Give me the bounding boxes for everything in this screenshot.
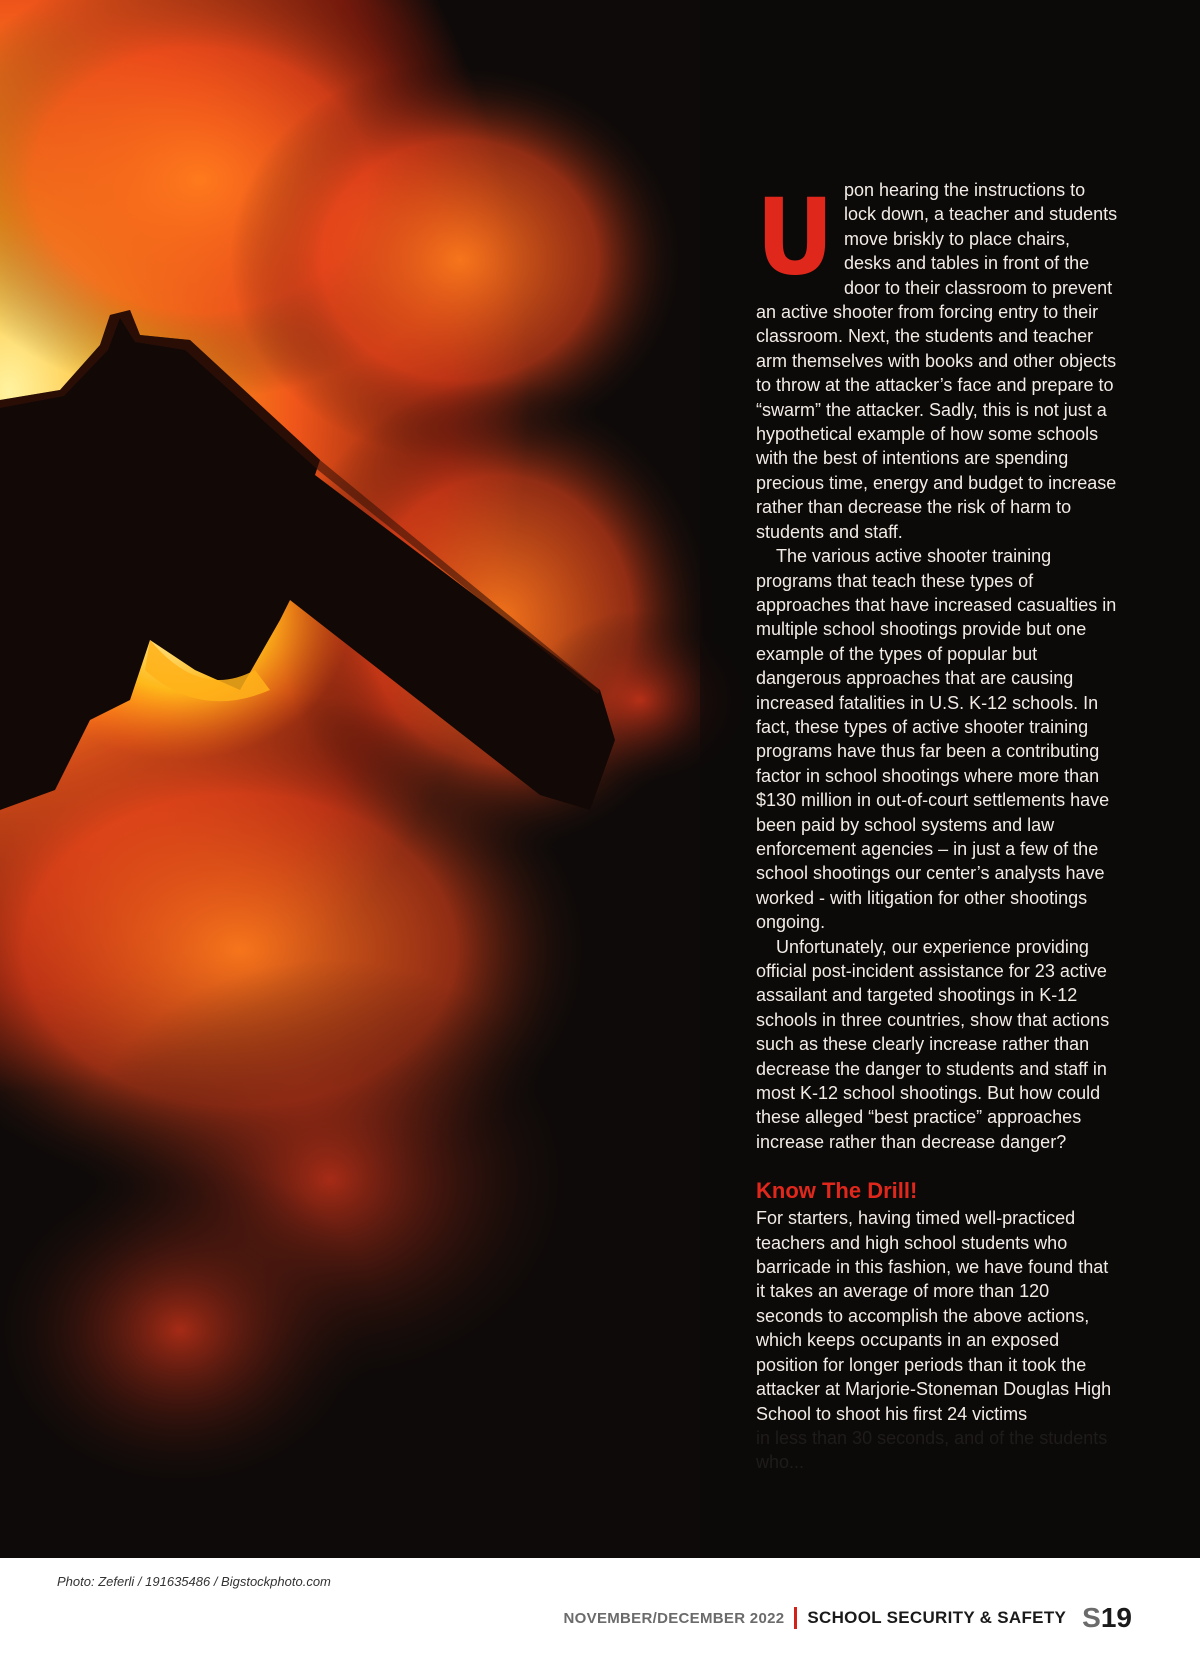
paragraph-2: The various active shooter training programs that teach these types of approaches that have increased casualties in multiple school shootings provide but one example of the types of popular but dangerous approaches that are causing increased fatalities in U.S. K-12 schools. In fact, these types of active shooter training programs have thus far been a contributing factor in school shootings where more than $130 million in out-of-court settlements have been paid by school systems and law enforcement agencies – in just a few of the school shootings our center’s analysts have worked - with litigation for other shootings ongoing. [756, 546, 1117, 933]
drop-cap: U [756, 175, 834, 299]
issue-date: NOVEMBER/DECEMBER 2022 [563, 1609, 785, 1627]
paragraph-1 [756, 175, 1120, 544]
photo-credit: Photo: Zeferli / 191635486 / Bigstockphoto.com [57, 1574, 331, 1589]
page-number-value: 19 [1100, 1602, 1132, 1633]
paragraph-4-faded-continuation: in less than 30 seconds, and of the students who... [756, 1427, 1108, 1473]
page-number [1082, 1602, 1132, 1634]
footer-divider [794, 1607, 797, 1629]
paragraph-3: Unfortunately, our experience providing official post-incident assistance for 23 active assailant and targeted shootings in K-12 schools in three countries, show that actions such as these clearly increase rather than decrease the danger to students and staff in most K-12 school shootings. But how could these alleged “best practice” approaches increase rather than decrease danger? [756, 936, 1110, 1152]
page-footer [564, 1600, 1132, 1636]
magazine-name: SCHOOL SECURITY & SAFETY [807, 1608, 1067, 1627]
paragraph-1-text: pon hearing the instructions to lock down, a teacher and students move briskly to place chairs, desks and tables in front of the door to their classroom to prevent an active shooter from forcing entry to their classroom. Next, the students and teacher arm themselves with books and other objects to throw at the attacker’s face and prepare to “swarm” the attacker. Sadly, this is not just a hypothetical example of how some schools with the best of intentions are spending precious time, energy and budget to increase rather than decrease the risk of harm to students and staff. [756, 180, 1118, 542]
paragraph-4 [756, 1206, 1120, 1474]
page-number-prefix: S [1082, 1602, 1101, 1633]
paragraph-4-text: For starters, having timed well-practiced teachers and high school students who barricade in this fashion, we have found that it takes an average of more than 120 seconds to accomplish the above actions, which keeps occupants in an exposed position for longer periods than it took the attacker at Marjorie-Stoneman Douglas High School to shoot his first 24 victims [756, 1208, 1112, 1424]
section-heading: Know The Drill! [756, 1178, 918, 1204]
article-body [756, 175, 1120, 1475]
